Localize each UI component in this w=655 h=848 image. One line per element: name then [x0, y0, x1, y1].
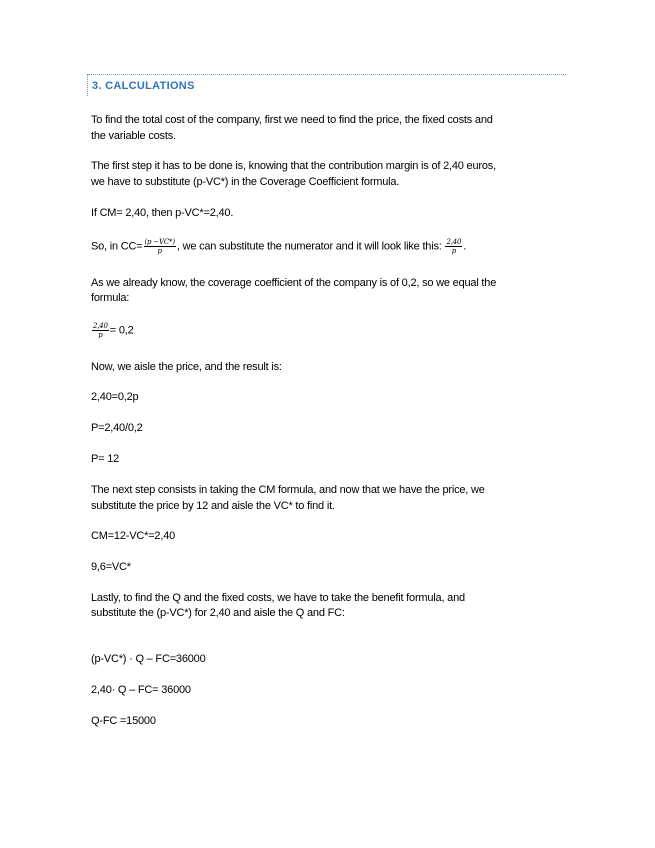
heading-border-left — [87, 74, 88, 96]
fraction-equation-1-numerator: 2,40 — [93, 322, 108, 330]
paragraph-7-line-2: substitute the price by 12 and aisle the VC* to find it. — [91, 500, 335, 512]
fraction-substituted — [445, 238, 462, 255]
equation-1 — [91, 322, 134, 339]
paragraph-4-prefix: So, in CC= — [91, 240, 143, 253]
equation-6: 9,6=VC* — [91, 561, 131, 573]
paragraph-5-line-1: As we already know, the coverage coefficient of the company is of 0,2, so we equal the — [91, 277, 497, 289]
equation-2: 2,40=0,2p — [91, 391, 139, 403]
paragraph-4 — [91, 238, 466, 255]
fraction-equation-1-denominator: p — [98, 331, 103, 339]
paragraph-8-line-2: substitute the (p-VC*) for 2,40 and aisle the Q and FC: — [91, 607, 345, 619]
paragraph-4-suffix: . — [463, 240, 467, 253]
fraction-substituted-denominator: p — [451, 247, 457, 255]
paragraph-6: Now, we aisle the price, and the result is: — [91, 361, 282, 373]
equation-1-rest: = 0,2 — [109, 324, 134, 337]
paragraph-2-line-2: we have to substitute (p-VC*) in the Coverage Coefficient formula. — [91, 176, 400, 188]
fraction-cc — [144, 238, 176, 255]
equation-3: P=2,40/0,2 — [91, 422, 143, 434]
equation-9: Q-FC =15000 — [91, 715, 156, 727]
paragraph-4-middle: , we can substitute the numerator and it will look like this: — [176, 240, 445, 253]
equation-7: (p-VC*) · Q – FC=36000 — [91, 653, 206, 665]
paragraph-7-line-1: The next step consists in taking the CM formula, and now that we have the price, we — [91, 484, 485, 496]
section-heading: 3. CALCULATIONS — [92, 80, 195, 92]
paragraph-2-line-1: The first step it has to be done is, knowing that the contribution margin is of 2,40 euros, — [91, 160, 496, 172]
paragraph-8-line-1: Lastly, to find the Q and the fixed costs, we have to take the benefit formula, and — [91, 592, 465, 604]
fraction-substituted-numerator: 2,40 — [446, 238, 462, 246]
heading-border-top — [88, 74, 566, 75]
equation-4: P= 12 — [91, 453, 120, 465]
fraction-cc-numerator: (p −VC*) — [144, 238, 175, 246]
paragraph-5-line-2: formula: — [91, 292, 130, 304]
equation-8: 2,40· Q – FC= 36000 — [91, 684, 191, 696]
fraction-equation-1 — [92, 322, 109, 339]
paragraph-3: If CM= 2,40, then p-VC*=2,40. — [91, 207, 234, 219]
fraction-cc-denominator: p — [157, 247, 162, 255]
equation-5: CM=12-VC*=2,40 — [91, 530, 176, 542]
paragraph-1-line-2: the variable costs. — [91, 130, 176, 142]
paragraph-1-line-1: To find the total cost of the company, first we need to find the price, the fixed costs and — [91, 114, 493, 126]
